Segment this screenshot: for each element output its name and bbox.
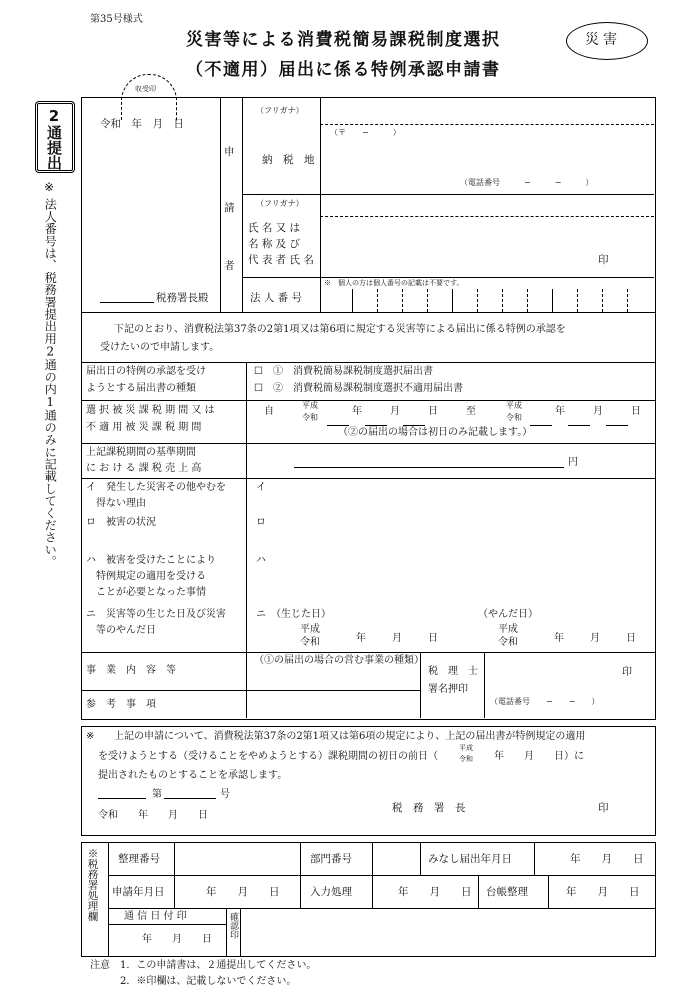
disaster-date-label-1: ニ 災害等の生じた日及び災害 — [86, 609, 226, 620]
period-label-1: 選 択 被 災 課 税 期 間 又 は — [86, 405, 215, 416]
period-from-year-unit: 年 — [352, 406, 362, 417]
application-date[interactable]: 令和 年 月 日 — [100, 118, 184, 130]
period-to-month-field[interactable] — [568, 413, 590, 426]
approval-number-field[interactable] — [164, 786, 216, 799]
approval-heisei: 平成 — [459, 744, 473, 752]
intro-line-1: 下記のとおり、消費税法第37条の2第1項又は第6項に規定する災害等による届出に係る特例の承認を — [114, 324, 566, 335]
daicho-label: 台帳整理 — [486, 886, 528, 898]
period-to-month-unit: 月 — [593, 406, 603, 417]
tax-office-label: 税務署長殿 — [156, 292, 209, 304]
disaster-badge — [566, 22, 648, 60]
circumstance-label-2: 特例規定の適用を受ける — [96, 571, 206, 582]
period-to-day-unit: 日 — [631, 406, 641, 417]
taxable-sales-field[interactable] — [294, 455, 564, 468]
tsushin-date[interactable]: 年 月 日 — [142, 934, 212, 945]
kakunin-label: 確認印 — [228, 912, 238, 939]
period-to-reiwa: 令和 — [506, 413, 522, 422]
ended-month[interactable]: 月 — [590, 633, 600, 644]
ended-day[interactable]: 日 — [626, 633, 636, 644]
notes-head: 注意 — [90, 960, 110, 971]
approval-line-1: 上記の申請について、消費税法第37条の2第1項又は第6項の規定により、上記の届出書が特例規定の適用 — [114, 731, 586, 742]
occurred-heisei: 平成 — [300, 624, 320, 635]
disaster-date-label-2: 等のやんだ日 — [96, 625, 156, 636]
occurred-year[interactable]: 年 — [356, 633, 366, 644]
ended-reiwa: 令和 — [498, 637, 518, 648]
form-title-line1: 災害等による消費税簡易課税制度選択 — [186, 30, 501, 50]
side-box-text: 2通提出 — [45, 107, 63, 170]
note-2: 2．※印欄は、記載しないでください。 — [120, 976, 297, 987]
seiri-label: 整理番号 — [118, 853, 160, 865]
daicho-date[interactable]: 年 月 日 — [566, 886, 640, 898]
occurred-day[interactable]: 日 — [428, 633, 438, 644]
option-1-checkbox[interactable]: ☐ ① 消費税簡易課税制度選択届出書 — [254, 366, 433, 377]
tax-office-chief: 税 務 署 長 — [392, 802, 466, 814]
furigana-label-1: （フリガナ） — [256, 106, 304, 115]
occurred-month[interactable]: 月 — [392, 633, 402, 644]
approval-mark: ※ — [86, 731, 95, 742]
type-label-1: 届出日の特例の承認を受け — [86, 366, 206, 377]
applicant-seal: 印 — [598, 254, 609, 266]
occurred-reiwa: 令和 — [300, 637, 320, 648]
period-from-day-unit: 日 — [428, 406, 438, 417]
period-to-year-unit: 年 — [555, 406, 565, 417]
ended-heisei: 平成 — [498, 624, 518, 635]
business-label: 事 業 内 容 等 — [86, 665, 176, 676]
circumstance-field[interactable]: ハ — [256, 555, 266, 566]
form-title-line2: （不適用）届出に係る特例承認申請書 — [186, 60, 501, 80]
period-from-month-field[interactable] — [365, 413, 387, 426]
period-from: 自 — [264, 406, 274, 417]
period-note: （②の届出の場合は初日のみ記載します。） — [338, 427, 533, 438]
nyuryoku-label: 入力処理 — [310, 886, 352, 898]
reason-label-2: 得ない理由 — [96, 498, 146, 509]
applicant-char-3: 者 — [224, 260, 235, 272]
receipt-stamp-label: 収受印 — [135, 85, 156, 93]
occurred-date-label: ニ （生じた日） — [256, 609, 331, 620]
bumon-label: 部門番号 — [310, 853, 352, 865]
damage-label: ロ 被害の状況 — [86, 517, 156, 528]
corp-number-note: ※ 個人の方は個人番号の記載は不要です。 — [324, 279, 464, 287]
tsushin-label: 通 信 日 付 印 — [124, 911, 187, 922]
side-note-mark: ※ — [44, 180, 55, 194]
period-from-year-field[interactable] — [327, 413, 349, 426]
period-to-year-field[interactable] — [530, 413, 552, 426]
period-from-day-field[interactable] — [403, 413, 425, 426]
circumstance-label-1: ハ 被害を受けたことにより — [86, 555, 216, 566]
minashi-date[interactable]: 年 月 日 — [570, 853, 644, 865]
reason-field[interactable]: イ — [256, 482, 266, 493]
approval-line-2: を受けようとする（受けることをやめようとする）課税期間の初日の前日（ — [98, 751, 438, 762]
tax-accountant-seal: 印 — [622, 667, 632, 678]
approval-date-suffix: 年 月 日）に — [494, 751, 584, 762]
ended-date-label: （やんだ日） — [478, 609, 538, 620]
shinsei-date[interactable]: 年 月 日 — [206, 886, 280, 898]
address-label: 納 税 地 — [262, 154, 315, 166]
ended-year[interactable]: 年 — [554, 633, 564, 644]
intro-line-2: 受けたいので申請します。 — [100, 342, 220, 353]
name-label-1: 氏 名 又 は — [248, 222, 301, 234]
applicant-char-1: 申 — [224, 146, 235, 158]
corp-number-label: 法 人 番 号 — [250, 292, 303, 304]
shinsei-label: 申請年月日 — [112, 886, 165, 898]
period-to-day-field[interactable] — [606, 413, 628, 426]
postal-code-field[interactable]: （〒 − ） — [330, 128, 401, 137]
approval-number-prefix-field[interactable] — [98, 786, 146, 799]
option-2-checkbox[interactable]: ☐ ② 消費税簡易課税制度選択不適用届出書 — [254, 383, 463, 394]
phone-field[interactable]: （電話番号 − − ） — [460, 178, 594, 187]
tax-accountant-label-1: 税 理 士 — [428, 666, 478, 677]
tax-office-name-field[interactable] — [100, 290, 154, 303]
approval-line-3: 提出されたものとすることを承認します。 — [98, 770, 288, 781]
approval-reiwa: 令和 — [459, 755, 473, 763]
submit-two-copies-box — [35, 101, 75, 173]
business-note: （①の届出の場合の営む事業の種類） — [254, 655, 424, 666]
period-to-heisei: 平成 — [506, 401, 522, 410]
circumstance-label-3: ことが必要となった事情 — [96, 587, 206, 598]
minashi-label: みなし届出年月日 — [428, 853, 512, 865]
approval-go: 号 — [220, 789, 230, 800]
note-1: 1．この申請書は、２通提出してください。 — [120, 960, 317, 971]
approval-dai: 第 — [152, 789, 162, 800]
period-label-2: 不 適 用 被 災 課 税 期 間 — [86, 422, 202, 433]
applicant-char-2: 請 — [224, 202, 235, 214]
sales-label-1: 上記課税期間の基準期間 — [86, 447, 196, 458]
chief-seal: 印 — [598, 802, 609, 814]
tax-accountant-phone[interactable]: （電話番号 − − ） — [490, 697, 600, 706]
furigana-label-2: （フリガナ） — [256, 199, 304, 208]
type-label-2: ようとする届出書の種類 — [86, 383, 196, 394]
remarks-label: 参 考 事 項 — [86, 699, 156, 710]
name-label-2: 名 称 及 び — [248, 238, 301, 250]
tax-accountant-label-2: 署名押印 — [428, 684, 468, 695]
nyuryoku-date[interactable]: 年 月 日 — [398, 886, 472, 898]
sales-label-2: に お け る 課 税 売 上 高 — [86, 463, 202, 474]
office-use-side-label: ※税務署処理欄 — [86, 848, 99, 922]
side-note: 法人番号は、税務署提出用2通の内1通のみに記載してください。 — [43, 198, 58, 568]
approval-date: 令和 年 月 日 — [98, 810, 208, 821]
period-from-reiwa: 令和 — [302, 413, 318, 422]
period-to: 至 — [466, 406, 476, 417]
form-number: 第35号様式 — [90, 14, 143, 25]
badge-text: 災害 — [585, 32, 621, 48]
name-label-3: 代 表 者 氏 名 — [248, 254, 314, 266]
reason-label-1: イ 発生した災害その他やむを — [86, 482, 226, 493]
period-from-heisei: 平成 — [302, 401, 318, 410]
period-from-month-unit: 月 — [390, 406, 400, 417]
damage-field[interactable]: ロ — [256, 517, 266, 528]
yen-unit: 円 — [568, 457, 578, 468]
